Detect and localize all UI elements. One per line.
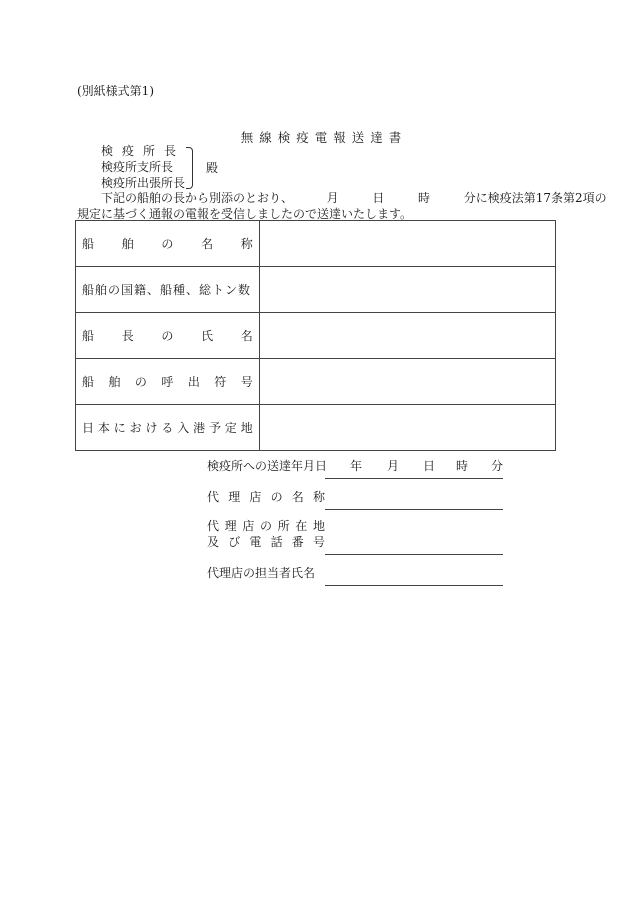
document-title: 無線検疫電報送達書 — [240, 130, 408, 145]
ship-nationality-field[interactable] — [259, 267, 555, 313]
agent-address-label: 代 理 店 の 所 在 地 — [207, 519, 325, 533]
ship-nationality-label: 船舶の国籍、船種、総トン数 — [82, 283, 252, 297]
date-unit-minute: 分 — [491, 459, 504, 473]
ship-info-table — [75, 220, 556, 451]
body-prefix: 下記の船舶の長から別添のとおり、 — [101, 191, 294, 205]
month-label: 月 — [326, 191, 339, 205]
call-sign-field[interactable] — [259, 359, 555, 405]
date-unit-hour: 時 — [456, 459, 469, 473]
bracket-line — [186, 147, 193, 189]
date-unit-year: 年 — [350, 459, 363, 473]
day-label: 日 — [372, 191, 385, 205]
table-row-port-of-entry — [76, 405, 556, 451]
port-of-entry-field[interactable] — [259, 405, 555, 451]
table-row-ship-nationality — [76, 267, 556, 313]
captain-name-field[interactable] — [259, 313, 555, 359]
table-row-call-sign — [76, 359, 556, 405]
delivery-date-label: 検疫所への送達年月日 — [207, 459, 328, 473]
delivery-date-underline[interactable] — [325, 478, 503, 479]
captain-name-label: 船 長 の 氏 名 — [82, 329, 253, 343]
call-sign-label: 船 舶 の 呼 出 符 号 — [82, 375, 253, 389]
agent-phone-label: 及 び 電 話 番 号 — [207, 535, 325, 549]
table-row-captain-name — [76, 313, 556, 359]
table-row-ship-name — [76, 221, 556, 267]
addressee-branch-chief: 検疫所支所長 — [101, 160, 174, 174]
honorific: 殿 — [206, 161, 219, 175]
body-text-line2: 規定に基づく通報の電報を受信しましたので送達いたします。 — [77, 207, 413, 221]
agent-contact-label: 代理店の担当者氏名 — [207, 566, 316, 580]
addressee-sub-branch-chief: 検疫所出張所長 — [101, 176, 186, 190]
date-unit-day: 日 — [423, 459, 436, 473]
agent-contact-underline[interactable] — [325, 585, 503, 586]
form-number: (別紙様式第1) — [77, 84, 154, 98]
ship-name-field[interactable] — [259, 221, 555, 267]
agent-address-underline[interactable] — [325, 554, 503, 555]
addressee-quarantine-station-chief: 検疫所長 — [101, 144, 186, 158]
date-unit-month: 月 — [387, 459, 400, 473]
body-suffix: 分に検疫法第17条第2項の — [463, 191, 607, 205]
ship-name-label: 船 舶 の 名 称 — [82, 237, 253, 251]
body-text-line1 — [101, 189, 607, 206]
addressee-list — [101, 143, 185, 191]
agent-name-underline[interactable] — [325, 509, 503, 510]
hour-label: 時 — [418, 191, 431, 205]
agent-name-label: 代 理 店 の 名 称 — [207, 490, 325, 504]
port-of-entry-label: 日 本 に お け る 入 港 予 定 地 — [82, 421, 253, 435]
